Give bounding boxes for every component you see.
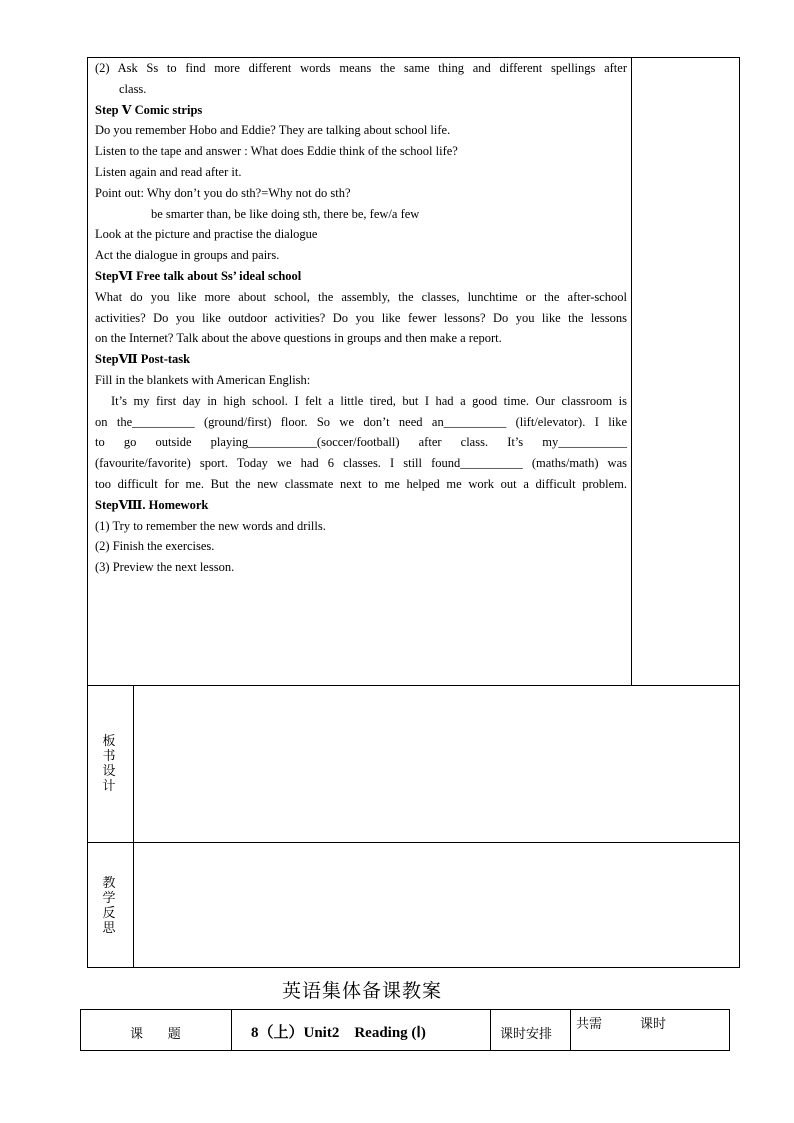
step-heading: Step Ⅴ Comic strips xyxy=(95,102,203,117)
lesson-steps xyxy=(95,58,627,578)
text-line: It’s my first day in high school. I felt a little tired, but I had a good time. Our classroom is xyxy=(111,393,627,408)
text-line: (2) Ask Ss to find more different words means the same thing and different spellings after xyxy=(95,61,627,75)
step-heading: StepⅦ Post-task xyxy=(95,352,191,367)
text-line: activities? Do you like outdoor activities? Do you like fewer lessons? Do you like the lessons xyxy=(95,310,627,325)
text-line: class. xyxy=(119,81,147,96)
text-line: (favourite/favorite) sport. Today we had 6 classes. I still found__________ (maths/math) was xyxy=(95,456,627,471)
text-line: on the__________ (ground/first) floor. So we don’t need an__________ (lift/elevator). I like xyxy=(95,414,627,429)
header-divider-1 xyxy=(231,1009,232,1051)
text-line: too difficult for me. But the new classmate next to me helped me work out a difficult problem. xyxy=(95,476,627,491)
text-line: Do you remember Hobo and Eddie? They are talking about school life. xyxy=(95,123,451,138)
board-design-label: 板 书 设 计 xyxy=(102,734,116,794)
text-line: Act the dialogue in groups and pairs. xyxy=(95,248,280,263)
text-line: Look at the picture and practise the dialogue xyxy=(95,227,318,242)
schedule-label: 课时安排 xyxy=(500,1027,553,1042)
reflection-section-top-border xyxy=(87,842,740,843)
text-line: be smarter than, be like doing sth, there be, few/a few xyxy=(151,206,420,221)
text-line: Point out: Why don’t you do sth?=Why not do sth? xyxy=(95,185,351,200)
main-right-column-divider xyxy=(631,57,632,685)
text-line: Fill in the blankets with American English: xyxy=(95,372,311,387)
text-line: Listen again and read after it. xyxy=(95,164,242,179)
schedule-value-left: 共需 xyxy=(576,1017,603,1032)
text-line: on the Internet? Talk about the above questions in groups and then make a report. xyxy=(95,331,502,346)
text-line: What do you like more about school, the assembly, the classes, lunchtime or the after-school xyxy=(95,289,627,304)
text-line: to go outside playing___________(soccer/football) after class. It’s my___________ xyxy=(95,435,627,450)
teaching-reflection-label: 教 学 反 思 xyxy=(102,876,116,936)
step-heading: StepⅧ. Homework xyxy=(95,497,209,512)
header-divider-3 xyxy=(570,1009,571,1051)
topic-label: 课 题 xyxy=(130,1027,181,1042)
label-column-divider xyxy=(133,685,134,968)
board-section-top-border xyxy=(87,685,740,686)
text-line: Listen to the tape and answer : What does Eddie think of the school life? xyxy=(95,144,458,159)
text-line: (2) Finish the exercises. xyxy=(95,539,215,554)
header-divider-2 xyxy=(490,1009,491,1051)
text-line: (3) Preview the next lesson. xyxy=(95,560,235,575)
topic-value: 8（上）Unit2 Reading (Ⅰ) xyxy=(251,1025,426,1041)
text-line: (1) Try to remember the new words and drills. xyxy=(95,518,326,533)
step-heading: StepⅥ Free talk about Ss’ ideal school xyxy=(95,268,302,283)
schedule-value-right: 课时 xyxy=(640,1017,667,1032)
document-title: 英语集体备课教案 xyxy=(281,980,442,1002)
